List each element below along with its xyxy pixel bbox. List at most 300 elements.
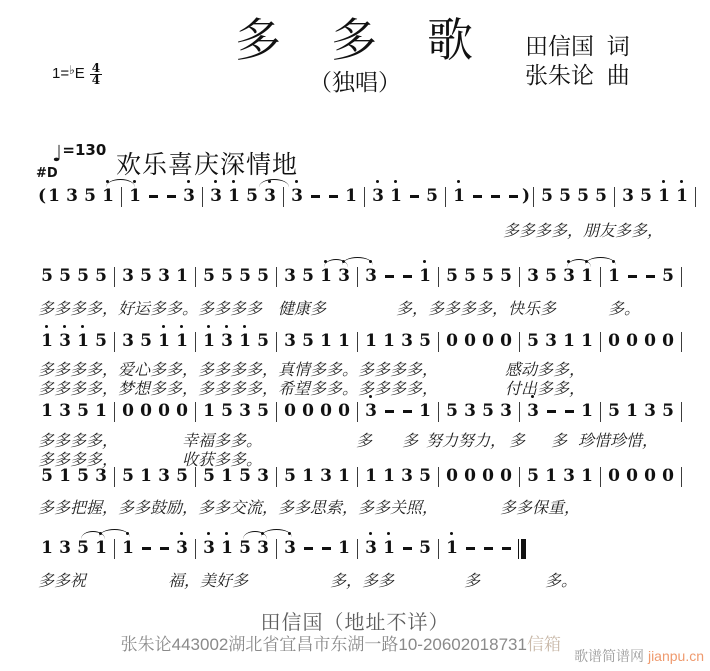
note: 5 xyxy=(577,186,589,206)
dash-note xyxy=(162,186,180,210)
note: 3 xyxy=(200,538,218,562)
lyric-segment: 多多多多， xyxy=(38,452,119,469)
note: 5 xyxy=(77,401,89,421)
note: 5 xyxy=(302,331,314,351)
lyric-segment: 多 xyxy=(551,433,568,450)
duration-dash xyxy=(466,547,475,550)
note: 1 xyxy=(41,538,53,558)
octave-dot xyxy=(369,532,372,535)
song-subtitle: （独唱） xyxy=(309,69,401,95)
barline xyxy=(110,266,119,290)
note: 5 xyxy=(239,538,251,558)
note: 0 xyxy=(140,401,152,421)
barline-stroke xyxy=(438,267,439,287)
barline xyxy=(434,331,443,355)
note: 5 xyxy=(302,266,314,286)
note: 5 xyxy=(257,331,269,351)
note: 1 xyxy=(383,466,395,486)
music-system xyxy=(38,331,686,357)
duration-dash xyxy=(385,275,394,278)
dash-note xyxy=(398,266,416,290)
duration-dash xyxy=(646,275,655,278)
note: 0 xyxy=(608,331,620,351)
note: 5 xyxy=(77,266,89,286)
duration-dash xyxy=(329,195,338,198)
barline-stroke xyxy=(276,332,277,352)
note: 5 xyxy=(419,538,431,558)
note: 0 xyxy=(338,401,350,421)
note: 5 xyxy=(140,266,152,286)
note: 5 xyxy=(176,466,188,486)
note: 5 xyxy=(239,266,251,286)
lyric-segment: 多多多多，梦想多多，多多多多，希望多多。多多多多， xyxy=(38,381,439,398)
note: 0 xyxy=(446,331,458,351)
octave-dot xyxy=(207,325,210,328)
note: 5 xyxy=(257,266,269,286)
barline xyxy=(677,466,686,490)
barline xyxy=(191,538,200,562)
barline-stroke xyxy=(202,187,203,207)
duration-dash xyxy=(322,547,331,550)
barline-stroke xyxy=(357,267,358,287)
lyric-segment: 多多多多，好运多多。多多多多 健康多 xyxy=(38,301,327,318)
slur-arc xyxy=(585,257,616,265)
note: 1 xyxy=(545,466,557,486)
note: 5 xyxy=(77,466,89,486)
note: 5 xyxy=(284,466,296,486)
duration-dash xyxy=(167,195,176,198)
note: 5 xyxy=(446,266,458,286)
duration-dash xyxy=(142,547,151,550)
final-barline xyxy=(515,538,528,562)
note: 3 xyxy=(284,331,296,351)
barline xyxy=(353,466,362,490)
parenthesis: ( xyxy=(38,186,47,206)
lyric-segment: 多。 xyxy=(545,573,578,590)
time-signature-bottom: 4 xyxy=(91,73,101,87)
octave-dot xyxy=(295,180,298,183)
note: 3 xyxy=(335,266,353,290)
barline-stroke xyxy=(276,539,277,559)
note: 3 xyxy=(122,331,134,351)
note: 5 xyxy=(527,466,539,486)
note: 3 xyxy=(401,466,413,486)
watermark-site-link[interactable]: jianpu.cn xyxy=(647,648,704,664)
note: 5 xyxy=(203,466,215,486)
dash-note xyxy=(317,538,335,562)
barline xyxy=(529,186,538,210)
note: 3 xyxy=(59,401,71,421)
dash-note xyxy=(497,538,515,562)
note: 1 xyxy=(38,331,56,355)
dash-note xyxy=(405,186,423,210)
barline xyxy=(353,266,362,290)
dash-note xyxy=(542,401,560,425)
note: 3 xyxy=(66,186,78,206)
lyric-segment: 努力努力， xyxy=(426,433,507,450)
note: 0 xyxy=(500,466,512,486)
note: 1 xyxy=(41,401,53,421)
key-letter: E xyxy=(74,65,85,82)
note: 5 xyxy=(122,466,134,486)
barline xyxy=(515,266,524,290)
slur-arc xyxy=(261,529,292,537)
barline-stroke xyxy=(445,187,446,207)
note: 3 xyxy=(524,401,542,425)
note: 1 xyxy=(581,401,593,421)
barline xyxy=(596,401,605,425)
lyric-segment: 多 xyxy=(356,433,373,450)
barline xyxy=(110,331,119,355)
duration-dash xyxy=(565,410,574,413)
music-system xyxy=(38,466,686,492)
note: 5 xyxy=(84,186,96,206)
octave-dot xyxy=(457,180,460,183)
octave-dot xyxy=(423,260,426,263)
note: 5 xyxy=(545,266,557,286)
lyric-segment: 多多保重， xyxy=(500,500,581,517)
composer-credit: 张朱论 曲 xyxy=(525,62,630,88)
note: 1 xyxy=(218,538,236,562)
music-system xyxy=(38,266,686,292)
barline-stroke xyxy=(357,539,358,559)
barline xyxy=(191,401,200,425)
barline-stroke xyxy=(681,332,682,352)
note: 1 xyxy=(338,331,350,351)
barline-stroke xyxy=(357,467,358,487)
note: 3 xyxy=(362,401,380,425)
barline xyxy=(610,186,619,210)
barline xyxy=(596,466,605,490)
barline xyxy=(434,401,443,425)
slur-arc xyxy=(342,257,373,265)
note: 5 xyxy=(419,466,431,486)
final-barline-thick xyxy=(521,539,526,559)
barline-stroke xyxy=(114,539,115,559)
note: 1 xyxy=(380,538,398,562)
quarter-note-icon: ♩ xyxy=(52,142,63,167)
note: 5 xyxy=(482,401,494,421)
lyric-segment: 多多多多，朋友多多， xyxy=(503,223,664,240)
barline xyxy=(434,266,443,290)
note: 1 xyxy=(126,186,144,210)
octave-dot xyxy=(387,532,390,535)
dash-note xyxy=(144,186,162,210)
dash-note xyxy=(398,401,416,425)
dash-note xyxy=(380,266,398,290)
lyric-segment: 多。 xyxy=(608,301,641,318)
barline xyxy=(110,401,119,425)
lyricist-credit: 田信国 词 xyxy=(525,33,630,59)
lyric-segment: 多多多多，爱心多多，多多多多，真情多多。多多多多， xyxy=(38,362,439,379)
note: 3 xyxy=(622,186,634,206)
note: 0 xyxy=(500,331,512,351)
duration-dash xyxy=(491,195,500,198)
octave-dot xyxy=(180,532,183,535)
note: 3 xyxy=(362,266,380,290)
dash-note xyxy=(468,186,486,210)
octave-dot xyxy=(662,180,665,183)
barline xyxy=(596,266,605,290)
barline xyxy=(515,401,524,425)
note: 3 xyxy=(320,466,332,486)
note: 0 xyxy=(482,466,494,486)
octave-dot xyxy=(45,325,48,328)
lyric-segment: 多，多多多多，快乐多 xyxy=(396,301,557,318)
barline-stroke xyxy=(614,187,615,207)
lyric-segment: 珍惜珍惜， xyxy=(578,433,659,450)
dash-note xyxy=(504,186,522,210)
dash-note xyxy=(479,538,497,562)
note: 0 xyxy=(284,401,296,421)
footer-address-tail: 信箱 xyxy=(526,635,561,654)
time-signature xyxy=(90,63,102,86)
note: 1 xyxy=(563,331,575,351)
note: 5 xyxy=(77,538,89,558)
note: 1 xyxy=(387,186,405,210)
lyric-segment: 多 xyxy=(509,433,526,450)
flat-icon: ♭ xyxy=(69,63,75,77)
watermark-site-name: 歌谱简谱网 xyxy=(574,648,648,664)
octave-dot xyxy=(187,180,190,183)
note: 5 xyxy=(257,401,269,421)
duration-dash xyxy=(403,275,412,278)
note: 3 xyxy=(362,538,380,562)
note: 1 xyxy=(59,466,71,486)
lyric-segment: 幸福多多。 xyxy=(182,433,263,450)
slur-arc xyxy=(99,529,130,537)
note: 1 xyxy=(443,538,461,562)
note: 1 xyxy=(236,331,254,355)
lyric-segment: 多 xyxy=(402,433,419,450)
note: 3 xyxy=(369,186,387,210)
note: 5 xyxy=(595,186,607,206)
barline xyxy=(434,538,443,562)
octave-dot xyxy=(180,325,183,328)
tempo-mark xyxy=(52,141,106,167)
barline-stroke xyxy=(681,267,682,287)
time-signature-top: 4 xyxy=(91,61,101,75)
barline-stroke xyxy=(695,187,696,207)
note: 3 xyxy=(254,538,272,562)
octave-dot xyxy=(214,180,217,183)
note: 1 xyxy=(99,186,117,210)
note: 3 xyxy=(527,266,539,286)
note: 5 xyxy=(41,266,53,286)
note: 3 xyxy=(218,331,236,355)
note: 1 xyxy=(320,331,332,351)
barline xyxy=(198,186,207,210)
note: 5 xyxy=(239,466,251,486)
note: 0 xyxy=(122,401,134,421)
note: 1 xyxy=(119,538,137,562)
dash-note xyxy=(306,186,324,210)
barline-stroke xyxy=(114,332,115,352)
barline xyxy=(515,331,524,355)
note: 0 xyxy=(302,401,314,421)
note: 5 xyxy=(608,401,620,421)
barline-stroke xyxy=(600,402,601,422)
note: 1 xyxy=(302,466,314,486)
note: 5 xyxy=(500,266,512,286)
octave-dot xyxy=(680,180,683,183)
note: 1 xyxy=(140,466,152,486)
barline-stroke xyxy=(195,267,196,287)
note: 3 xyxy=(173,538,191,562)
octave-dot xyxy=(81,325,84,328)
barline xyxy=(677,331,686,355)
barline-stroke xyxy=(121,187,122,207)
dash-note xyxy=(380,401,398,425)
note: 0 xyxy=(464,466,476,486)
duration-dash xyxy=(410,195,419,198)
barline xyxy=(117,186,126,210)
octave-dot xyxy=(225,325,228,328)
barline xyxy=(691,186,700,210)
note: 0 xyxy=(608,466,620,486)
barline xyxy=(360,186,369,210)
key-prefix: 1= xyxy=(52,65,70,82)
duration-dash xyxy=(160,547,169,550)
note: 1 xyxy=(155,331,173,355)
note: 1 xyxy=(48,186,60,206)
note: 5 xyxy=(95,331,107,351)
barline xyxy=(191,266,200,290)
note: 5 xyxy=(221,266,233,286)
octave-dot xyxy=(232,180,235,183)
note: 1 xyxy=(225,186,243,210)
note: 3 xyxy=(122,266,134,286)
duration-dash xyxy=(509,195,518,198)
lyric-segment: 多 xyxy=(464,573,481,590)
lyric-segment: 付出多多， xyxy=(505,381,586,398)
note: 3 xyxy=(95,466,107,486)
note: 0 xyxy=(320,401,332,421)
duration-dash xyxy=(547,410,556,413)
note: 1 xyxy=(655,186,673,210)
barline-stroke xyxy=(276,402,277,422)
barline-stroke xyxy=(438,402,439,422)
octave-dot xyxy=(394,180,397,183)
note: 3 xyxy=(207,186,225,210)
barline xyxy=(434,466,443,490)
note: 0 xyxy=(662,466,674,486)
barline xyxy=(191,331,200,355)
note: 1 xyxy=(578,266,596,290)
note: 1 xyxy=(95,401,107,421)
note: 1 xyxy=(345,186,357,206)
lyric-segment: 福，美好多 xyxy=(168,573,249,590)
duration-dash xyxy=(403,547,412,550)
lyric-segment: 多多把握，多多鼓励，多多交流，多多思索，多多关照， xyxy=(38,500,439,517)
barline-stroke xyxy=(114,402,115,422)
note: 3 xyxy=(239,401,251,421)
barline-stroke xyxy=(600,267,601,287)
note: 1 xyxy=(317,266,335,290)
barline-stroke xyxy=(533,187,534,207)
lyric-segment: 多，多多 xyxy=(330,573,395,590)
dash-note xyxy=(486,186,504,210)
barline xyxy=(110,538,119,562)
note: 5 xyxy=(662,401,674,421)
note: 1 xyxy=(419,401,431,421)
dash-note xyxy=(623,266,641,290)
note: 3 xyxy=(464,401,476,421)
note: 0 xyxy=(626,331,638,351)
note: 1 xyxy=(338,466,350,486)
lyric-segment: 收获多多。 xyxy=(182,452,263,469)
note: 0 xyxy=(626,466,638,486)
note: 3 xyxy=(59,538,71,558)
barline-stroke xyxy=(276,467,277,487)
barline xyxy=(272,401,281,425)
note: 0 xyxy=(446,466,458,486)
note: 5 xyxy=(59,266,71,286)
note: 3 xyxy=(261,186,279,210)
note: 3 xyxy=(56,331,74,355)
note: 1 xyxy=(200,331,218,355)
note: 5 xyxy=(246,186,258,206)
barline-stroke xyxy=(357,332,358,352)
barline-stroke xyxy=(438,467,439,487)
footer-contact-lyricist: 田信国（地址不详） xyxy=(260,612,450,634)
octave-dot xyxy=(243,325,246,328)
note: 3 xyxy=(257,466,269,486)
barline-stroke xyxy=(195,332,196,352)
dash-note xyxy=(398,538,416,562)
watermark xyxy=(574,646,704,666)
note: 5 xyxy=(640,186,652,206)
barline-stroke xyxy=(364,187,365,207)
note: 3 xyxy=(158,266,170,286)
note: 5 xyxy=(221,401,233,421)
note: 0 xyxy=(464,331,476,351)
barline-stroke xyxy=(357,402,358,422)
dash-note xyxy=(324,186,342,210)
barline-stroke xyxy=(681,467,682,487)
note: 1 xyxy=(581,331,593,351)
octave-dot xyxy=(207,532,210,535)
note: 5 xyxy=(41,466,53,486)
note: 3 xyxy=(288,186,306,210)
note: 1 xyxy=(605,266,623,290)
barline xyxy=(677,266,686,290)
dash-note xyxy=(641,266,659,290)
final-barline-thin xyxy=(518,539,519,559)
song-title: 多 多 歌 xyxy=(235,13,475,67)
note: 1 xyxy=(416,266,434,290)
barline-stroke xyxy=(519,332,520,352)
barline xyxy=(279,186,288,210)
barline-stroke xyxy=(519,467,520,487)
duration-dash xyxy=(484,547,493,550)
note: 5 xyxy=(527,331,539,351)
barline-stroke xyxy=(681,402,682,422)
note: 3 xyxy=(281,538,299,562)
barline-stroke xyxy=(438,332,439,352)
note: 5 xyxy=(464,266,476,286)
dash-note xyxy=(299,538,317,562)
barline xyxy=(596,331,605,355)
note: 1 xyxy=(450,186,468,210)
note: 3 xyxy=(560,266,578,290)
bpm-value: =130 xyxy=(62,141,107,159)
barline xyxy=(353,538,362,562)
note: 5 xyxy=(662,266,674,286)
barline xyxy=(441,186,450,210)
expression-text: 欢乐喜庆深情地 xyxy=(116,151,299,179)
dash-note xyxy=(461,538,479,562)
